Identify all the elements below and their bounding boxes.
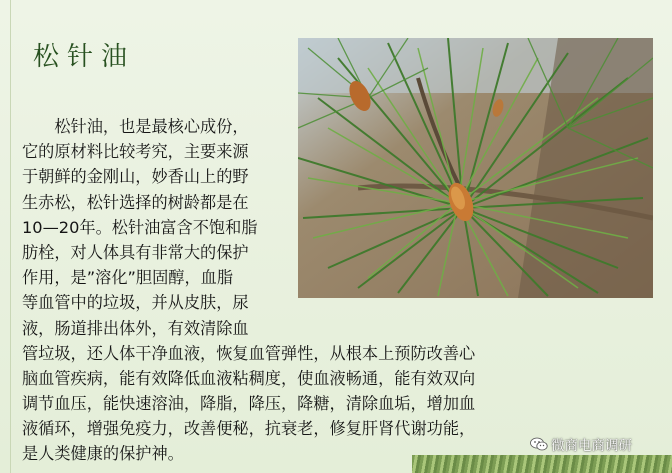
body-line: 10—20年。松针油富含不饱和脂 [22, 217, 258, 237]
wechat-icon [530, 437, 548, 451]
bottom-grass-strip [412, 455, 672, 473]
body-line: 液，肠道排出体外，有效清除血 [22, 318, 249, 338]
body-line: 液循环，增强免疫力，改善便秘，抗衰老，修复肝肾代谢功能， [22, 419, 476, 439]
body-paragraph [22, 114, 557, 467]
body-line: 等血管中的垃圾，并从皮肤，尿 [22, 293, 249, 313]
body-line: 管垃圾，还人体干净血液，恢复血管弹性，从根本上预防改善心 [22, 343, 476, 363]
body-line: 生赤松，松针选择的树龄都是在 [22, 192, 249, 212]
watermark-text: 微商电商调研 [551, 438, 632, 454]
body-line: 调节血压，能快速溶油，降脂，降压，降糖，清除血垢，增加血 [22, 394, 476, 414]
body-line: 于朝鲜的金刚山，妙香山上的野 [22, 167, 249, 187]
body-line: 作用，是”溶化”胆固醇，血脂 [22, 268, 234, 288]
body-line: 脑血管疾病，能有效降低血液粘稠度，使血液畅通，能有效双向 [22, 368, 476, 388]
slide-title: 松针油 [33, 42, 136, 72]
watermark [530, 434, 632, 454]
body-line: 它的原材料比较考究，主要来源 [22, 142, 249, 162]
body-line: 是人类健康的保护神。 [22, 444, 184, 464]
left-rule [10, 0, 11, 473]
body-line: 松针油，也是最核心成份， [22, 117, 249, 136]
body-line: 肪栓，对人体具有非常大的保护 [22, 242, 249, 262]
